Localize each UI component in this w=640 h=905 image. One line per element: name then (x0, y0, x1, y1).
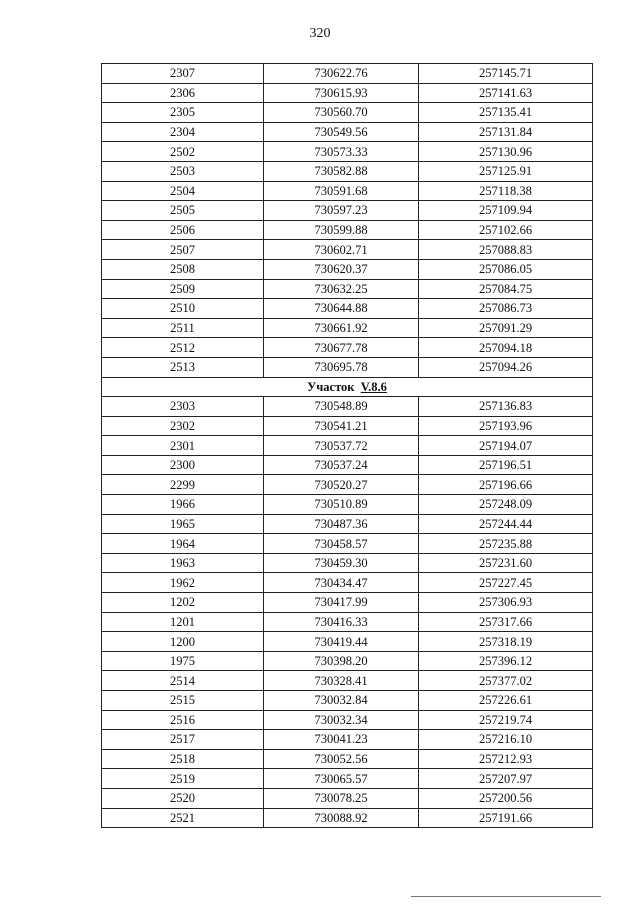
table-row (102, 475, 593, 495)
table-body-after (102, 397, 593, 828)
table-row (102, 553, 593, 573)
section-label: Участок (307, 379, 355, 394)
x-coordinate-cell: 730560.70 (264, 103, 419, 123)
point-number-cell: 2504 (102, 181, 264, 201)
table-row (102, 788, 593, 808)
x-coordinate-cell: 730419.44 (264, 632, 419, 652)
x-coordinate-cell: 730644.88 (264, 299, 419, 319)
point-number-cell: 2508 (102, 259, 264, 279)
point-number-cell: 2511 (102, 318, 264, 338)
point-number-cell: 2302 (102, 416, 264, 436)
y-coordinate-cell: 257200.56 (419, 788, 593, 808)
table-row (102, 691, 593, 711)
table-row (102, 495, 593, 515)
x-coordinate-cell: 730622.76 (264, 64, 419, 84)
table-row (102, 201, 593, 221)
y-coordinate-cell: 257207.97 (419, 769, 593, 789)
point-number-cell: 1201 (102, 612, 264, 632)
y-coordinate-cell: 257227.45 (419, 573, 593, 593)
x-coordinate-cell: 730695.78 (264, 357, 419, 377)
table-row (102, 808, 593, 828)
point-number-cell: 2515 (102, 691, 264, 711)
x-coordinate-cell: 730615.93 (264, 83, 419, 103)
y-coordinate-cell: 257145.71 (419, 64, 593, 84)
table-row (102, 651, 593, 671)
y-coordinate-cell: 257102.66 (419, 220, 593, 240)
page-number: 320 (309, 26, 331, 41)
x-coordinate-cell: 730541.21 (264, 416, 419, 436)
x-coordinate-cell: 730052.56 (264, 749, 419, 769)
y-coordinate-cell: 257306.93 (419, 593, 593, 613)
table-row (102, 573, 593, 593)
table-row (102, 279, 593, 299)
point-number-cell: 2517 (102, 730, 264, 750)
y-coordinate-cell: 257091.29 (419, 318, 593, 338)
x-coordinate-cell: 730602.71 (264, 240, 419, 260)
x-coordinate-cell: 730088.92 (264, 808, 419, 828)
table-row (102, 161, 593, 181)
point-number-cell: 1963 (102, 553, 264, 573)
table-row (102, 436, 593, 456)
x-coordinate-cell: 730537.72 (264, 436, 419, 456)
y-coordinate-cell: 257086.05 (419, 259, 593, 279)
x-coordinate-cell: 730328.41 (264, 671, 419, 691)
point-number-cell: 2307 (102, 64, 264, 84)
y-coordinate-cell: 257194.07 (419, 436, 593, 456)
y-coordinate-cell: 257088.83 (419, 240, 593, 260)
table-row (102, 730, 593, 750)
x-coordinate-cell: 730459.30 (264, 553, 419, 573)
x-coordinate-cell: 730661.92 (264, 318, 419, 338)
y-coordinate-cell: 257084.75 (419, 279, 593, 299)
table-row (102, 534, 593, 554)
table-row (102, 318, 593, 338)
y-coordinate-cell: 257318.19 (419, 632, 593, 652)
y-coordinate-cell: 257193.96 (419, 416, 593, 436)
y-coordinate-cell: 257135.41 (419, 103, 593, 123)
y-coordinate-cell: 257317.66 (419, 612, 593, 632)
table-row (102, 103, 593, 123)
y-coordinate-cell: 257136.83 (419, 397, 593, 417)
y-coordinate-cell: 257131.84 (419, 122, 593, 142)
point-number-cell: 2303 (102, 397, 264, 417)
point-number-cell: 2299 (102, 475, 264, 495)
point-number-cell: 2518 (102, 749, 264, 769)
point-number-cell: 2512 (102, 338, 264, 358)
x-coordinate-cell: 730537.24 (264, 455, 419, 475)
point-number-cell: 2301 (102, 436, 264, 456)
x-coordinate-cell: 730620.37 (264, 259, 419, 279)
y-coordinate-cell: 257109.94 (419, 201, 593, 221)
y-coordinate-cell: 257130.96 (419, 142, 593, 162)
x-coordinate-cell: 730458.57 (264, 534, 419, 554)
table-row (102, 769, 593, 789)
section-header (102, 377, 593, 397)
point-number-cell: 2502 (102, 142, 264, 162)
table-row (102, 259, 593, 279)
y-coordinate-cell: 257396.12 (419, 651, 593, 671)
table-row (102, 397, 593, 417)
x-coordinate-cell: 730032.84 (264, 691, 419, 711)
y-coordinate-cell: 257094.26 (419, 357, 593, 377)
point-number-cell: 2506 (102, 220, 264, 240)
table-row (102, 357, 593, 377)
y-coordinate-cell: 257141.63 (419, 83, 593, 103)
table-row (102, 64, 593, 84)
point-number-cell: 1202 (102, 593, 264, 613)
x-coordinate-cell: 730549.56 (264, 122, 419, 142)
x-coordinate-cell: 730417.99 (264, 593, 419, 613)
point-number-cell: 2516 (102, 710, 264, 730)
section-header-row (102, 377, 593, 397)
table-row (102, 612, 593, 632)
point-number-cell: 2513 (102, 357, 264, 377)
y-coordinate-cell: 257231.60 (419, 553, 593, 573)
y-coordinate-cell: 257212.93 (419, 749, 593, 769)
table-row (102, 514, 593, 534)
point-number-cell: 2300 (102, 455, 264, 475)
y-coordinate-cell: 257191.66 (419, 808, 593, 828)
x-coordinate-cell: 730591.68 (264, 181, 419, 201)
y-coordinate-cell: 257377.02 (419, 671, 593, 691)
point-number-cell: 1966 (102, 495, 264, 515)
point-number-cell: 2509 (102, 279, 264, 299)
x-coordinate-cell: 730065.57 (264, 769, 419, 789)
table-body-before (102, 64, 593, 378)
point-number-cell: 2514 (102, 671, 264, 691)
table-row (102, 181, 593, 201)
point-number-cell: 2510 (102, 299, 264, 319)
x-coordinate-cell: 730078.25 (264, 788, 419, 808)
x-coordinate-cell: 730398.20 (264, 651, 419, 671)
point-number-cell: 2521 (102, 808, 264, 828)
point-number-cell: 1962 (102, 573, 264, 593)
point-number-cell: 1964 (102, 534, 264, 554)
coordinates-table (101, 63, 593, 828)
table-row (102, 593, 593, 613)
y-coordinate-cell: 257125.91 (419, 161, 593, 181)
point-number-cell: 2505 (102, 201, 264, 221)
point-number-cell: 2503 (102, 161, 264, 181)
section-code: V.8.6 (360, 379, 387, 394)
y-coordinate-cell: 257248.09 (419, 495, 593, 515)
y-coordinate-cell: 257235.88 (419, 534, 593, 554)
y-coordinate-cell: 257226.61 (419, 691, 593, 711)
table-row (102, 416, 593, 436)
y-coordinate-cell: 257118.38 (419, 181, 593, 201)
x-coordinate-cell: 730597.23 (264, 201, 419, 221)
point-number-cell: 2304 (102, 122, 264, 142)
point-number-cell: 1965 (102, 514, 264, 534)
table-row (102, 671, 593, 691)
table-row (102, 83, 593, 103)
x-coordinate-cell: 730520.27 (264, 475, 419, 495)
point-number-cell: 2305 (102, 103, 264, 123)
x-coordinate-cell: 730041.23 (264, 730, 419, 750)
point-number-cell: 2507 (102, 240, 264, 260)
table-row (102, 710, 593, 730)
point-number-cell: 1975 (102, 651, 264, 671)
x-coordinate-cell: 730582.88 (264, 161, 419, 181)
x-coordinate-cell: 730416.33 (264, 612, 419, 632)
y-coordinate-cell: 257244.44 (419, 514, 593, 534)
point-number-cell: 2306 (102, 83, 264, 103)
table-row (102, 749, 593, 769)
table-row (102, 142, 593, 162)
table-row (102, 240, 593, 260)
x-coordinate-cell: 730632.25 (264, 279, 419, 299)
x-coordinate-cell: 730599.88 (264, 220, 419, 240)
bottom-rule (411, 896, 601, 897)
x-coordinate-cell: 730573.33 (264, 142, 419, 162)
y-coordinate-cell: 257219.74 (419, 710, 593, 730)
table-row (102, 122, 593, 142)
table-row (102, 220, 593, 240)
x-coordinate-cell: 730548.89 (264, 397, 419, 417)
y-coordinate-cell: 257196.51 (419, 455, 593, 475)
point-number-cell: 1200 (102, 632, 264, 652)
x-coordinate-cell: 730677.78 (264, 338, 419, 358)
point-number-cell: 2519 (102, 769, 264, 789)
y-coordinate-cell: 257196.66 (419, 475, 593, 495)
section-header-group (102, 377, 593, 397)
table-row (102, 299, 593, 319)
y-coordinate-cell: 257086.73 (419, 299, 593, 319)
table-row (102, 338, 593, 358)
x-coordinate-cell: 730032.34 (264, 710, 419, 730)
x-coordinate-cell: 730510.89 (264, 495, 419, 515)
table-row (102, 632, 593, 652)
y-coordinate-cell: 257216.10 (419, 730, 593, 750)
x-coordinate-cell: 730487.36 (264, 514, 419, 534)
table-row (102, 455, 593, 475)
point-number-cell: 2520 (102, 788, 264, 808)
y-coordinate-cell: 257094.18 (419, 338, 593, 358)
x-coordinate-cell: 730434.47 (264, 573, 419, 593)
